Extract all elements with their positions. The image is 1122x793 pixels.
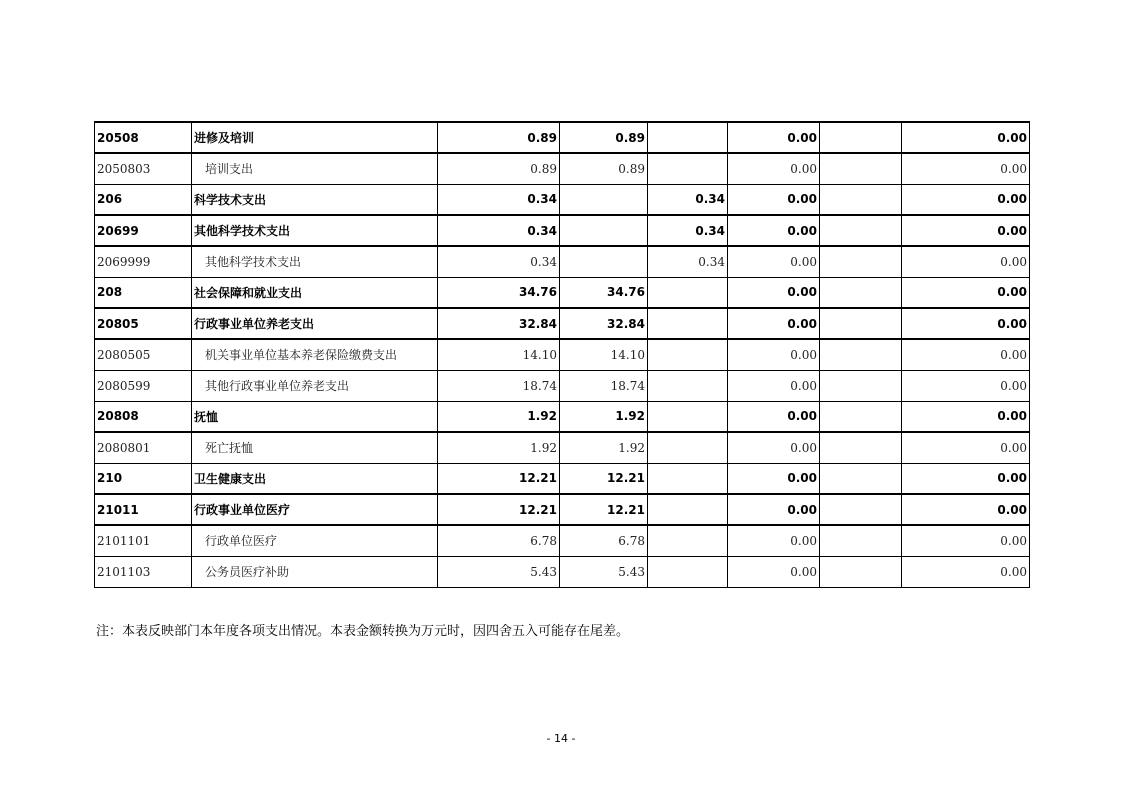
account-name-cell: 社会保障和就业支出 [192, 277, 438, 308]
amount-cell-c4: 0.00 [728, 401, 820, 432]
amount-cell-c4: 0.00 [728, 184, 820, 215]
account-name-cell: 公务员医疗补助 [192, 556, 438, 587]
amount-cell-c5 [820, 525, 902, 556]
table-row [95, 153, 1030, 184]
page-number: - 14 - [546, 732, 576, 745]
amount-cell-c4: 0.00 [728, 432, 820, 463]
amount-cell-c4: 0.00 [728, 463, 820, 494]
table-row [95, 370, 1030, 401]
amount-cell-c2: 12.21 [560, 494, 648, 525]
account-code-cell: 208 [95, 277, 192, 308]
amount-cell-c3 [648, 463, 728, 494]
amount-cell-c6: 0.00 [902, 401, 1030, 432]
amount-cell-c6: 0.00 [902, 246, 1030, 277]
amount-cell-c2 [560, 246, 648, 277]
table-row [95, 246, 1030, 277]
amount-cell-c5 [820, 153, 902, 184]
account-name-cell: 行政事业单位养老支出 [192, 308, 438, 339]
amount-cell-c5 [820, 277, 902, 308]
amount-cell-c1: 1.92 [438, 432, 560, 463]
amount-cell-c5 [820, 556, 902, 587]
account-name-cell: 培训支出 [192, 153, 438, 184]
amount-cell-c1: 1.92 [438, 401, 560, 432]
amount-cell-c6: 0.00 [902, 308, 1030, 339]
amount-cell-c2: 18.74 [560, 370, 648, 401]
amount-cell-c3 [648, 525, 728, 556]
amount-cell-c2: 12.21 [560, 463, 648, 494]
amount-cell-c5 [820, 494, 902, 525]
amount-cell-c1: 12.21 [438, 463, 560, 494]
table-row [95, 525, 1030, 556]
amount-cell-c1: 0.89 [438, 122, 560, 153]
table-row [95, 463, 1030, 494]
amount-cell-c3 [648, 308, 728, 339]
amount-cell-c1: 0.34 [438, 246, 560, 277]
amount-cell-c5 [820, 122, 902, 153]
amount-cell-c3: 0.34 [648, 184, 728, 215]
amount-cell-c5 [820, 370, 902, 401]
amount-cell-c1: 32.84 [438, 308, 560, 339]
account-code-cell: 20699 [95, 215, 192, 246]
table-row [95, 215, 1030, 246]
account-code-cell: 20508 [95, 122, 192, 153]
amount-cell-c3 [648, 339, 728, 370]
amount-cell-c2 [560, 215, 648, 246]
amount-cell-c3 [648, 370, 728, 401]
table-row [95, 494, 1030, 525]
account-name-cell: 卫生健康支出 [192, 463, 438, 494]
amount-cell-c5 [820, 401, 902, 432]
account-code-cell: 2101101 [95, 525, 192, 556]
account-name-cell: 其他科学技术支出 [192, 215, 438, 246]
expenditure-table [94, 121, 1030, 588]
amount-cell-c4: 0.00 [728, 339, 820, 370]
amount-cell-c3: 0.34 [648, 215, 728, 246]
account-code-cell: 2069999 [95, 246, 192, 277]
table-row [95, 122, 1030, 153]
amount-cell-c6: 0.00 [902, 277, 1030, 308]
table-row [95, 308, 1030, 339]
account-name-cell: 抚恤 [192, 401, 438, 432]
amount-cell-c4: 0.00 [728, 215, 820, 246]
amount-cell-c6: 0.00 [902, 556, 1030, 587]
amount-cell-c1: 0.34 [438, 215, 560, 246]
account-code-cell: 21011 [95, 494, 192, 525]
amount-cell-c4: 0.00 [728, 370, 820, 401]
amount-cell-c4: 0.00 [728, 153, 820, 184]
amount-cell-c2: 34.76 [560, 277, 648, 308]
account-name-cell: 其他行政事业单位养老支出 [192, 370, 438, 401]
table-footnote: 注：本表反映部门本年度各项支出情况。本表金额转换为万元时，因四舍五入可能存在尾差。 [96, 624, 630, 639]
account-code-cell: 20805 [95, 308, 192, 339]
account-code-cell: 2050803 [95, 153, 192, 184]
amount-cell-c5 [820, 339, 902, 370]
table-row [95, 277, 1030, 308]
amount-cell-c5 [820, 432, 902, 463]
account-code-cell: 2101103 [95, 556, 192, 587]
amount-cell-c6: 0.00 [902, 525, 1030, 556]
amount-cell-c3: 0.34 [648, 246, 728, 277]
amount-cell-c3 [648, 122, 728, 153]
amount-cell-c4: 0.00 [728, 525, 820, 556]
account-code-cell: 2080801 [95, 432, 192, 463]
account-code-cell: 210 [95, 463, 192, 494]
table-row [95, 184, 1030, 215]
account-code-cell: 2080505 [95, 339, 192, 370]
amount-cell-c1: 18.74 [438, 370, 560, 401]
amount-cell-c3 [648, 401, 728, 432]
amount-cell-c6: 0.00 [902, 215, 1030, 246]
table-row [95, 401, 1030, 432]
amount-cell-c5 [820, 463, 902, 494]
amount-cell-c4: 0.00 [728, 308, 820, 339]
account-code-cell: 2080599 [95, 370, 192, 401]
account-name-cell: 死亡抚恤 [192, 432, 438, 463]
account-name-cell: 机关事业单位基本养老保险缴费支出 [192, 339, 438, 370]
amount-cell-c6: 0.00 [902, 153, 1030, 184]
amount-cell-c1: 0.34 [438, 184, 560, 215]
amount-cell-c5 [820, 246, 902, 277]
amount-cell-c2: 32.84 [560, 308, 648, 339]
table-row [95, 339, 1030, 370]
amount-cell-c2: 0.89 [560, 122, 648, 153]
amount-cell-c1: 12.21 [438, 494, 560, 525]
amount-cell-c4: 0.00 [728, 122, 820, 153]
amount-cell-c6: 0.00 [902, 463, 1030, 494]
amount-cell-c3 [648, 494, 728, 525]
amount-cell-c5 [820, 215, 902, 246]
account-code-cell: 206 [95, 184, 192, 215]
amount-cell-c3 [648, 277, 728, 308]
account-name-cell: 科学技术支出 [192, 184, 438, 215]
amount-cell-c3 [648, 432, 728, 463]
table-row [95, 556, 1030, 587]
account-name-cell: 行政单位医疗 [192, 525, 438, 556]
amount-cell-c1: 14.10 [438, 339, 560, 370]
amount-cell-c5 [820, 308, 902, 339]
amount-cell-c1: 34.76 [438, 277, 560, 308]
amount-cell-c2: 1.92 [560, 401, 648, 432]
amount-cell-c2: 0.89 [560, 153, 648, 184]
account-name-cell: 其他科学技术支出 [192, 246, 438, 277]
amount-cell-c5 [820, 184, 902, 215]
amount-cell-c4: 0.00 [728, 556, 820, 587]
amount-cell-c1: 5.43 [438, 556, 560, 587]
amount-cell-c6: 0.00 [902, 122, 1030, 153]
amount-cell-c1: 6.78 [438, 525, 560, 556]
amount-cell-c6: 0.00 [902, 339, 1030, 370]
amount-cell-c6: 0.00 [902, 432, 1030, 463]
amount-cell-c2: 5.43 [560, 556, 648, 587]
amount-cell-c2: 6.78 [560, 525, 648, 556]
amount-cell-c6: 0.00 [902, 184, 1030, 215]
amount-cell-c6: 0.00 [902, 494, 1030, 525]
amount-cell-c3 [648, 556, 728, 587]
amount-cell-c6: 0.00 [902, 370, 1030, 401]
amount-cell-c2 [560, 184, 648, 215]
amount-cell-c4: 0.00 [728, 277, 820, 308]
table-body [95, 122, 1030, 587]
amount-cell-c4: 0.00 [728, 246, 820, 277]
account-name-cell: 进修及培训 [192, 122, 438, 153]
account-name-cell: 行政事业单位医疗 [192, 494, 438, 525]
amount-cell-c2: 14.10 [560, 339, 648, 370]
amount-cell-c1: 0.89 [438, 153, 560, 184]
account-code-cell: 20808 [95, 401, 192, 432]
amount-cell-c3 [648, 153, 728, 184]
amount-cell-c2: 1.92 [560, 432, 648, 463]
table-row [95, 432, 1030, 463]
amount-cell-c4: 0.00 [728, 494, 820, 525]
